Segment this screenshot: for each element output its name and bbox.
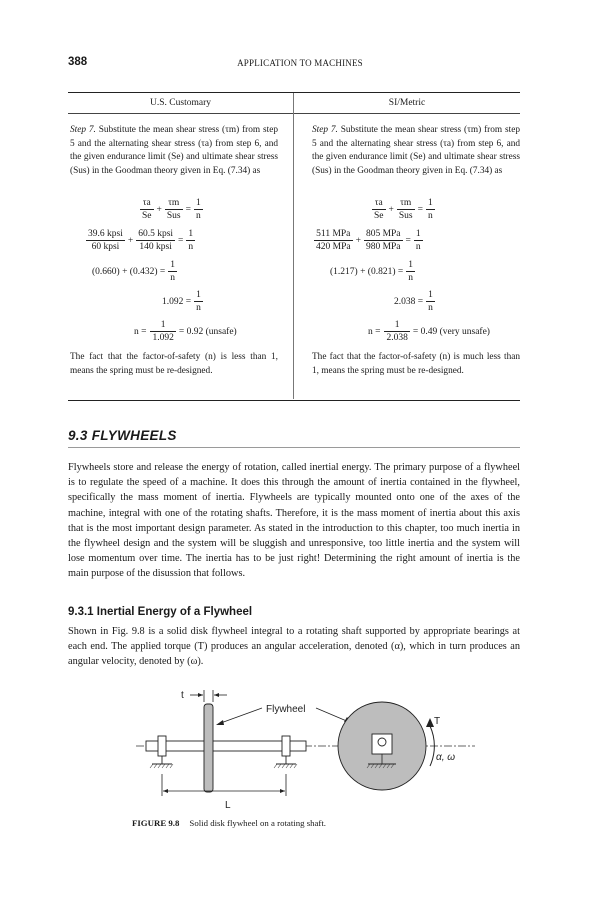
conclusion-us: The fact that the factor-of-safety (n) is less than 1, means the spring must be re-designed.: [70, 352, 278, 376]
sum-equation-us: (0.660) + (0.432) = $\frac{1}{n}$: [92, 260, 175, 283]
col-heading-si: SI/Metric: [388, 98, 426, 108]
figure-caption: [132, 818, 326, 828]
result-equation-us: n = $\frac{1}{1.092}$ = 0.92 (unsafe): [134, 320, 237, 343]
caption-text: Solid disk flywheel on a rotating shaft.: [189, 818, 326, 828]
caption-label: FIGURE 9.8: [132, 818, 180, 828]
step-label: Step 7.: [312, 125, 338, 135]
total-equation-si: 2.038 = $\frac{1}{n}$: [394, 290, 433, 313]
page-number: 388: [68, 56, 88, 68]
step-body: Substitute the mean shear stress (τm) from step 5 and the alternating shear stress (τa) from step 6, and the given endurance limit (Se) and ultimate shear stress (Sus) in the Goodman theory given in Eq. (7.34) as: [70, 125, 278, 177]
substituted-equation-us: $\frac{\text{39.6 kpsi}}{\text{60 kpsi}}$ + $\frac{\text{60.5 kpsi}}{\text{140 kpsi}}$ = $\frac{1}{n}$: [88, 229, 194, 252]
table-header-rule: [68, 113, 520, 114]
section-title: 9.3 FLYWHEELS: [68, 428, 177, 443]
section-paragraph: Flywheels store and release the energy of rotation, called inertial energy. The primary purpose of a flywheel is to regulate the speed of a machine. It does this through the amount of inertia contained in the flywheel, specifically the mass moment of inertia. Flywheels are typically mounted onto one of the axes of the machine, integral with one of the rotating shafts. Therefore, it is the mass moment of inertia about this axis that is the most important design parameter. As stated in the introduction to this chapter, too much inertia in the flywheel design and the system will be sluggish and unresponsive, too little inertia and the system will lose momentum over time. The inertia has to be just right! Determining the right amount of inertia is the main purpose of the disussion that follows.: [68, 462, 520, 580]
table-bottom-rule: [68, 400, 520, 401]
table-top-rule: [68, 92, 520, 93]
step-label: Step 7.: [70, 125, 96, 135]
length-dimension: [162, 774, 286, 796]
section-rule: [68, 447, 520, 448]
label-length: L: [225, 800, 231, 811]
end-view-shaft: [378, 738, 386, 746]
subsection-title: 9.3.1 Inertial Energy of a Flywheel: [68, 606, 253, 618]
label-torque: T: [434, 716, 441, 727]
goodman-equation-us: $\frac{\tau a}{Se}$ + $\frac{\tau m}{\text{Sus}}$ = $\frac{1}{n}$: [142, 198, 201, 221]
conclusion-si: The fact that the factor-of-safety (n) is much less than 1, means the spring must be re-designed.: [312, 352, 520, 376]
label-flywheel: Flywheel: [266, 704, 306, 715]
col-heading-us: U.S. Customary: [150, 98, 211, 108]
step7-si-text: [312, 124, 520, 179]
thickness-dimension: [190, 690, 227, 702]
table-column-divider: [293, 93, 294, 399]
label-t: t: [181, 690, 184, 701]
sum-equation-si: (1.217) + (0.821) = $\frac{1}{n}$: [330, 260, 413, 283]
flywheel-figure: [130, 684, 510, 814]
result-equation-si: n = $\frac{1}{2.038}$ = 0.49 (very unsafe): [368, 320, 490, 343]
label-alpha-omega: α, ω: [436, 752, 456, 763]
subsection-paragraph: Shown in Fig. 9.8 is a solid disk flywheel integral to a rotating shaft supported by appropriate bearings at each end. The applied torque (T) produces an angular acceleration, denoted (α), which in turn produces an angular velocity, denoted by (ω).: [68, 626, 520, 668]
total-equation-us: 1.092 = $\frac{1}{n}$: [162, 290, 201, 313]
substituted-equation-si: $\frac{\text{511 MPa}}{\text{420 MPa}}$ + $\frac{\text{805 MPa}}{\text{980 MPa}}$ = $\frac{1}{n}$: [316, 229, 421, 252]
running-title: APPLICATION TO MACHINES: [237, 58, 363, 68]
step7-us-text: [70, 124, 278, 179]
step-body: Substitute the mean shear stress (τm) from step 5 and the alternating shear stress (τa) from step 6, and the given endurance limit (Se) and ultimate shear stress (Sus) in the Goodman theory given in Eq. (7.34) as: [312, 125, 520, 177]
flywheel-disk-side: [204, 704, 213, 792]
goodman-equation-si: $\frac{\tau a}{Se}$ + $\frac{\tau m}{\text{Sus}}$ = $\frac{1}{n}$: [374, 198, 433, 221]
